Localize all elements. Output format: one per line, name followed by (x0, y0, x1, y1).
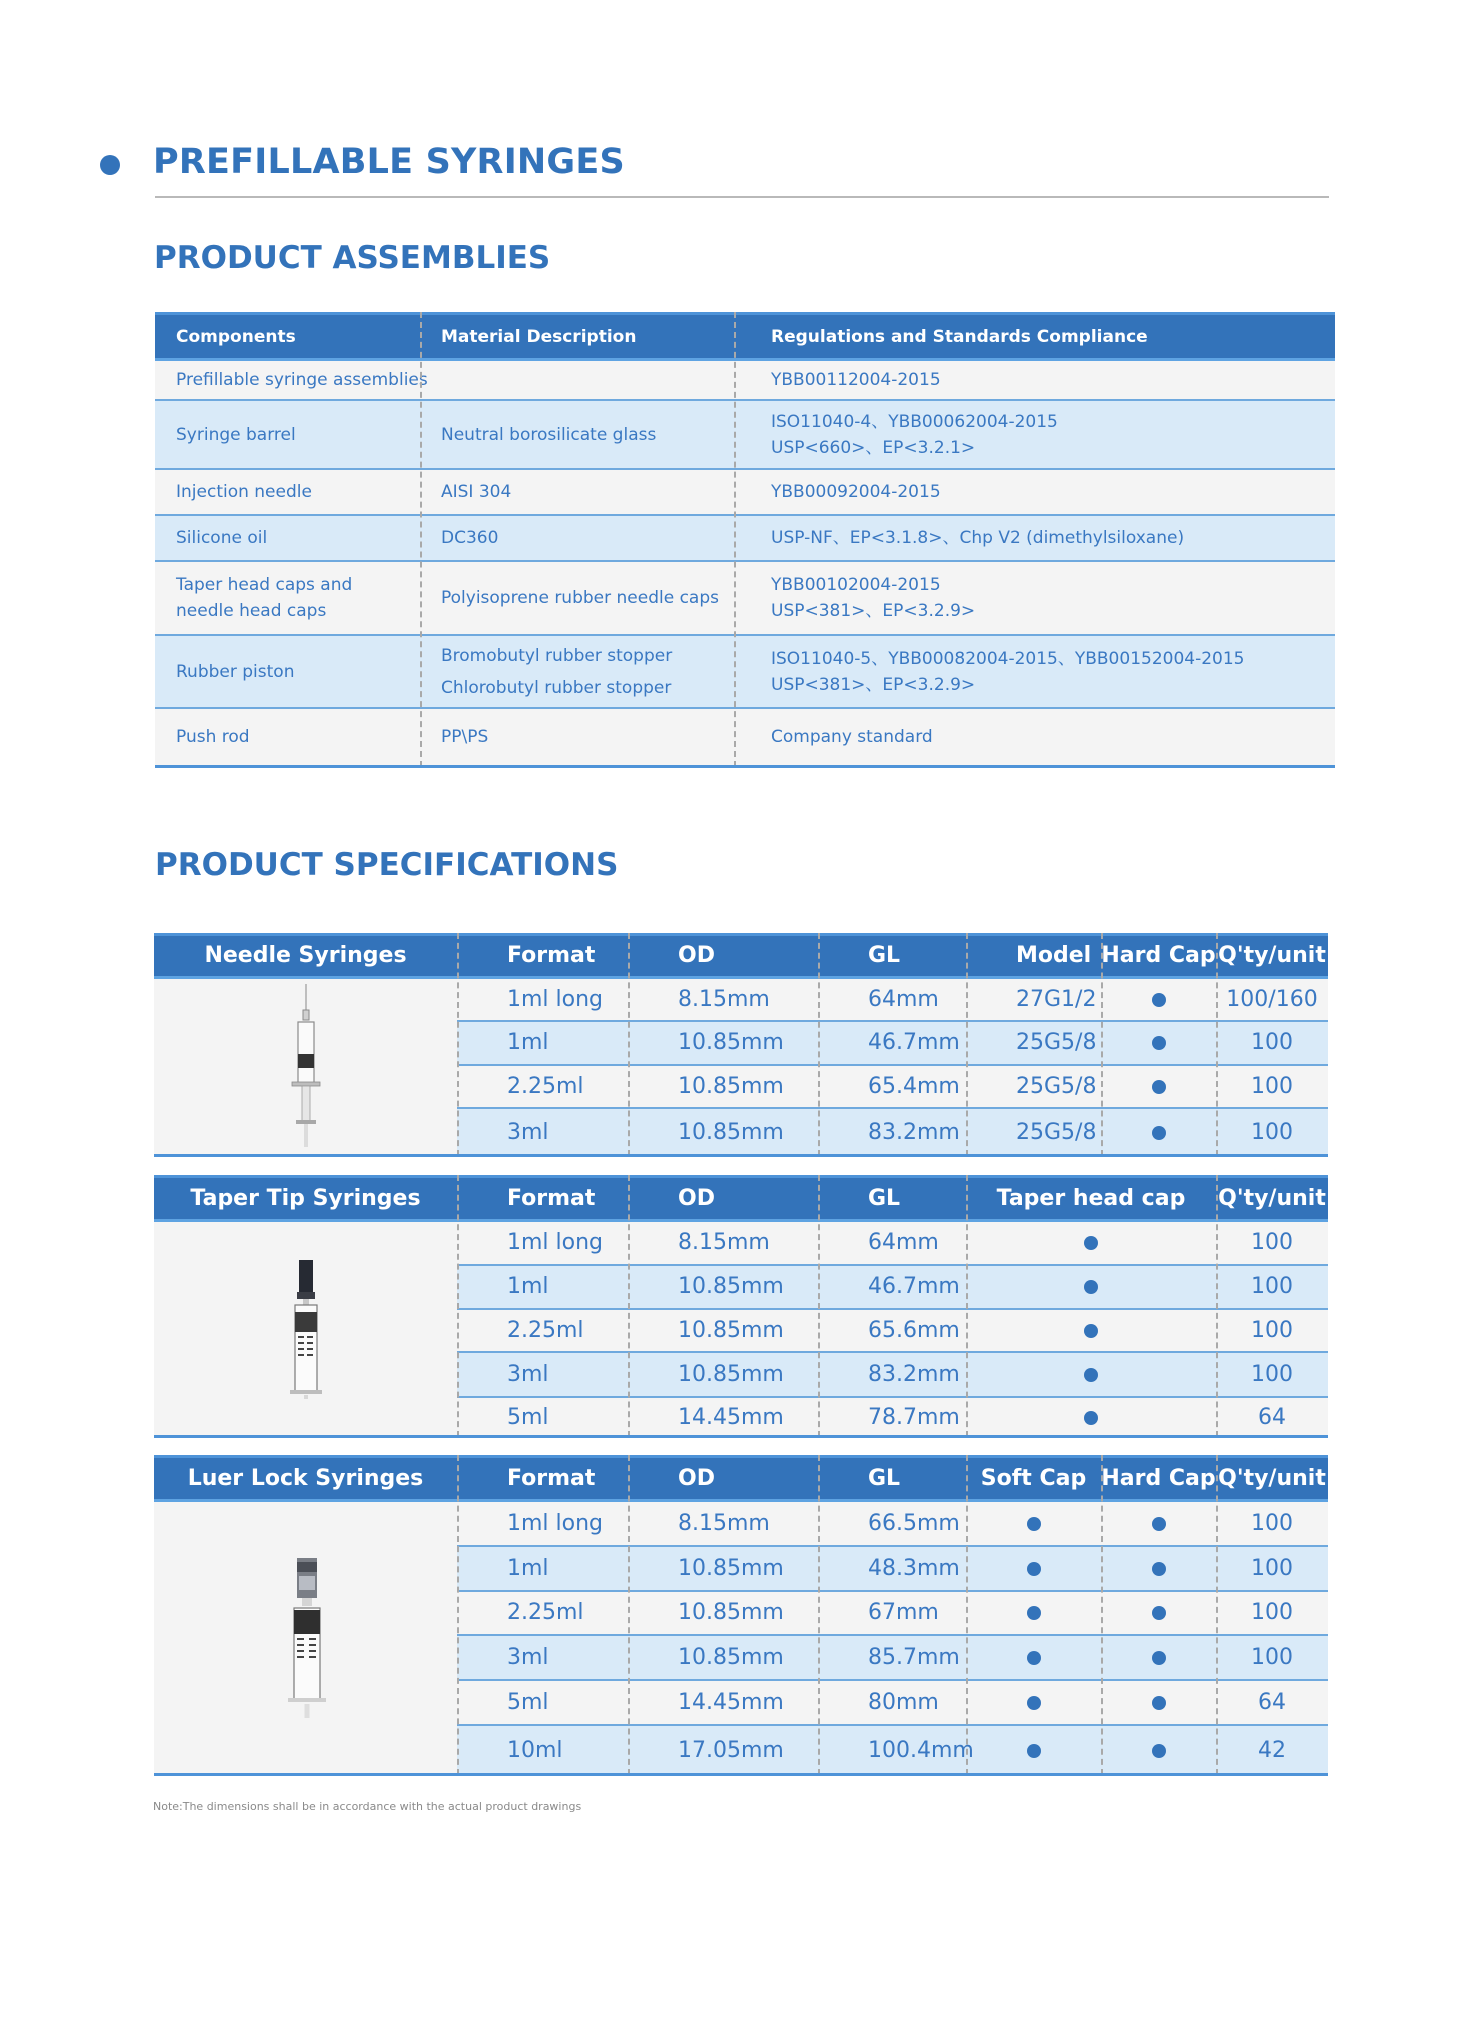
column-divider (818, 1175, 820, 1437)
assemblies-row (155, 401, 1335, 470)
spec-cell: 1ml (507, 1555, 549, 1581)
spec-cell: 10.85mm (678, 1274, 784, 1299)
assemblies-row (155, 470, 1335, 516)
spec-cell: 80mm (868, 1689, 939, 1715)
spec-row (457, 1592, 1328, 1636)
assemblies-cell-standard: ISO11040-4、YBB00062004-2015 (771, 411, 1058, 432)
spec-column-header: Taper head cap (996, 1185, 1186, 1211)
spec-cell: 10ml (507, 1737, 563, 1763)
included-mark-icon (1152, 1080, 1166, 1094)
column-divider (628, 1455, 630, 1775)
spec-table-title: Luer Lock Syringes (187, 1465, 424, 1491)
spec-column-header: OD (678, 1185, 715, 1211)
spec-cell: 100 (1251, 1073, 1293, 1099)
included-mark-icon (1152, 1517, 1166, 1531)
spec-column-header: OD (678, 943, 715, 968)
assemblies-cell-standard: YBB00112004-2015 (771, 370, 941, 390)
spec-row (457, 1681, 1328, 1726)
spec-cell: 10.85mm (678, 1317, 784, 1343)
assemblies-cell-component: Syringe barrel (176, 424, 296, 445)
spec-row (457, 979, 1328, 1022)
spec-cell: 100 (1251, 1317, 1293, 1343)
spec-column-header: Q'ty/unit (1218, 943, 1326, 968)
spec-cell: 10.85mm (678, 1361, 784, 1387)
spec-cell: 5ml (507, 1404, 549, 1430)
assemblies-heading: PRODUCT ASSEMBLIES (154, 240, 551, 276)
assemblies-column-header: Components (176, 327, 296, 347)
spec-row (457, 1109, 1328, 1156)
assemblies-row (155, 636, 1335, 709)
spec-cell: 100 (1251, 1510, 1293, 1536)
included-mark-icon (1084, 1368, 1098, 1382)
assemblies-cell-standard: YBB00102004-2015 (771, 575, 941, 595)
assemblies-cell-standard: USP<660>、EP<3.2.1> (771, 437, 976, 458)
assemblies-cell-material: Chlorobutyl rubber stopper (441, 677, 672, 698)
spec-cell: 8.15mm (678, 986, 770, 1012)
spec-column-header: Hard Cap (1101, 1465, 1216, 1491)
column-divider (1216, 1455, 1218, 1775)
spec-cell: 1ml long (507, 1510, 604, 1536)
spec-cell: 3ml (507, 1361, 549, 1387)
assemblies-cell-component: Prefillable syringe assemblies (176, 370, 428, 390)
assemblies-cell-standard: USP<381>、EP<3.2.9> (771, 601, 976, 621)
assemblies-cell-component: Push rod (176, 727, 250, 747)
spec-column-header: Soft Cap (980, 1465, 1087, 1491)
spec-cell: 1ml (507, 1030, 549, 1055)
included-mark-icon (1084, 1280, 1098, 1294)
assemblies-column-header: Material Description (441, 327, 637, 347)
assemblies-cell-standard: Company standard (771, 727, 933, 747)
spec-cell: 2.25ml (507, 1600, 584, 1625)
included-mark-icon (1152, 1651, 1166, 1665)
spec-table-bottom-border (154, 1435, 1328, 1438)
spec-cell: 8.15mm (678, 1510, 770, 1536)
spec-cell: 83.2mm (868, 1361, 960, 1387)
spec-cell: 100 (1251, 1274, 1293, 1299)
spec-cell: 3ml (507, 1644, 549, 1670)
spec-cell: 85.7mm (868, 1644, 960, 1670)
spec-row (457, 1502, 1328, 1547)
spec-header-row (154, 1455, 1328, 1502)
spec-cell: 48.3mm (868, 1555, 960, 1581)
spec-header-row (154, 1175, 1328, 1222)
spec-table-title: Needle Syringes (204, 943, 407, 968)
spec-cell: 100 (1251, 1230, 1293, 1255)
assemblies-cell-standard: YBB00092004-2015 (771, 482, 941, 502)
spec-column-header: Q'ty/unit (1218, 1185, 1326, 1211)
page-title: PREFILLABLE SYRINGES (153, 142, 625, 182)
included-mark-icon (1084, 1324, 1098, 1338)
title-divider (155, 196, 1329, 198)
spec-cell: 64 (1258, 1404, 1286, 1430)
included-mark-icon (1152, 1696, 1166, 1710)
assemblies-cell-component: Injection needle (176, 482, 312, 502)
spec-row (457, 1398, 1328, 1437)
column-divider (457, 933, 459, 1156)
column-divider (966, 1455, 968, 1775)
included-mark-icon (1084, 1411, 1098, 1425)
spec-cell: 100 (1251, 1555, 1293, 1581)
column-divider (966, 933, 968, 1156)
spec-row (457, 1222, 1328, 1266)
assemblies-cell-standard: USP<381>、EP<3.2.9> (771, 674, 976, 695)
spec-row (457, 1726, 1328, 1775)
spec-cell: 3ml (507, 1119, 549, 1145)
column-divider (1101, 933, 1103, 1156)
spec-cell: 100 (1251, 1030, 1293, 1055)
assemblies-row (155, 562, 1335, 636)
assemblies-cell-material: DC360 (441, 528, 499, 548)
spec-cell: 65.4mm (868, 1073, 960, 1099)
spec-row (457, 1310, 1328, 1353)
spec-table-bottom-border (154, 1154, 1328, 1157)
included-mark-icon (1152, 1744, 1166, 1758)
needle-syringe-image (276, 982, 336, 1156)
spec-cell: 64mm (868, 986, 939, 1012)
spec-cell: 10.85mm (678, 1600, 784, 1625)
assemblies-cell-material: Polyisoprene rubber needle caps (441, 588, 719, 608)
spec-cell: 25G5/8 (1016, 1073, 1097, 1099)
spec-cell: 100.4mm (868, 1737, 974, 1763)
spec-row (457, 1353, 1328, 1398)
included-mark-icon (1084, 1236, 1098, 1250)
spec-cell: 100 (1251, 1600, 1293, 1625)
assemblies-cell-material: Neutral borosilicate glass (441, 424, 657, 445)
spec-row (457, 1022, 1328, 1066)
footnote: Note:The dimensions shall be in accordance with the actual product drawings (153, 1800, 582, 1813)
spec-column-header: Model (1016, 943, 1092, 968)
spec-column-header: GL (868, 1185, 901, 1211)
spec-cell: 10.85mm (678, 1119, 784, 1145)
spec-cell: 46.7mm (868, 1274, 960, 1299)
included-mark-icon (1152, 1562, 1166, 1576)
luer-lock-syringe-image (276, 1552, 336, 1726)
spec-cell: 64mm (868, 1230, 939, 1255)
spec-cell: 8.15mm (678, 1230, 770, 1255)
spec-cell: 65.6mm (868, 1317, 960, 1343)
column-divider (734, 312, 736, 767)
included-mark-icon (1027, 1744, 1041, 1758)
spec-row (457, 1636, 1328, 1681)
assemblies-row (155, 361, 1335, 401)
assemblies-cell-component: Taper head caps and (176, 575, 353, 595)
spec-cell: 14.45mm (678, 1689, 784, 1715)
spec-cell: 64 (1258, 1689, 1286, 1715)
spec-cell: 1ml long (507, 1230, 604, 1255)
assemblies-cell-standard: USP-NF、EP<3.1.8>、Chp V2 (dimethylsiloxane) (771, 528, 1185, 548)
included-mark-icon (1152, 993, 1166, 1007)
assemblies-cell-standard: ISO11040-5、YBB00082004-2015、YBB00152004-2015 (771, 648, 1245, 669)
column-divider (457, 1455, 459, 1775)
column-divider (818, 933, 820, 1156)
spec-cell: 100 (1251, 1119, 1293, 1145)
spec-header-row (154, 933, 1328, 979)
column-divider (420, 312, 422, 767)
assemblies-row (155, 516, 1335, 562)
spec-row (457, 1266, 1328, 1310)
spec-cell: 2.25ml (507, 1073, 584, 1099)
spec-column-header: GL (868, 943, 901, 968)
spec-cell: 1ml long (507, 986, 604, 1012)
column-divider (818, 1455, 820, 1775)
spec-cell: 14.45mm (678, 1404, 784, 1430)
column-divider (628, 933, 630, 1156)
included-mark-icon (1027, 1606, 1041, 1620)
assemblies-cell-material: PP\PS (441, 727, 489, 747)
column-divider (457, 1175, 459, 1437)
assemblies-cell-component: Silicone oil (176, 528, 268, 548)
spec-cell: 10.85mm (678, 1555, 784, 1581)
spec-column-header: Format (507, 1465, 596, 1491)
assemblies-cell-material: Bromobutyl rubber stopper (441, 645, 673, 666)
column-divider (1216, 933, 1218, 1156)
spec-table-title: Taper Tip Syringes (190, 1185, 421, 1211)
spec-cell: 17.05mm (678, 1737, 784, 1763)
column-divider (1101, 1455, 1103, 1775)
spec-cell: 83.2mm (868, 1119, 960, 1145)
assemblies-header-row (155, 312, 1335, 361)
spec-cell: 10.85mm (678, 1030, 784, 1055)
spec-cell: 10.85mm (678, 1073, 784, 1099)
spec-cell: 78.7mm (868, 1404, 960, 1430)
spec-column-header: GL (868, 1465, 901, 1491)
spec-cell: 10.85mm (678, 1644, 784, 1670)
included-mark-icon (1152, 1036, 1166, 1050)
assemblies-row (155, 709, 1335, 767)
included-mark-icon (1152, 1126, 1166, 1140)
spec-column-header: Format (507, 1185, 596, 1211)
spec-cell: 2.25ml (507, 1317, 584, 1343)
spec-table-bottom-border (154, 1773, 1328, 1776)
spec-cell: 5ml (507, 1689, 549, 1715)
spec-cell: 27G1/2 (1016, 986, 1097, 1012)
assemblies-bottom-border (155, 765, 1335, 768)
assemblies-cell-component: needle head caps (176, 601, 327, 621)
included-mark-icon (1027, 1696, 1041, 1710)
column-divider (966, 1175, 968, 1437)
spec-row (457, 1066, 1328, 1109)
spec-column-header: Q'ty/unit (1218, 1465, 1326, 1491)
spec-cell: 1ml (507, 1274, 549, 1299)
included-mark-icon (1027, 1562, 1041, 1576)
title-bullet-icon (100, 155, 120, 175)
taper-tip-syringe-image (276, 1230, 336, 1404)
spec-column-header: OD (678, 1465, 715, 1491)
column-divider (1216, 1175, 1218, 1437)
included-mark-icon (1152, 1606, 1166, 1620)
spec-column-header: Hard Cap (1101, 943, 1216, 968)
column-divider (628, 1175, 630, 1437)
spec-cell: 46.7mm (868, 1030, 960, 1055)
spec-cell: 25G5/8 (1016, 1030, 1097, 1055)
assemblies-column-header: Regulations and Standards Compliance (771, 327, 1148, 347)
spec-cell: 100 (1251, 1644, 1293, 1670)
assemblies-cell-material: AISI 304 (441, 482, 512, 502)
included-mark-icon (1027, 1651, 1041, 1665)
spec-row (457, 1547, 1328, 1592)
specifications-heading: PRODUCT SPECIFICATIONS (155, 847, 619, 883)
spec-cell: 66.5mm (868, 1510, 960, 1536)
spec-cell: 100 (1251, 1361, 1293, 1387)
spec-column-header: Format (507, 943, 596, 968)
spec-cell: 25G5/8 (1016, 1119, 1097, 1145)
spec-cell: 42 (1258, 1737, 1286, 1763)
assemblies-cell-component: Rubber piston (176, 661, 295, 682)
spec-cell: 100/160 (1226, 986, 1318, 1012)
spec-cell: 67mm (868, 1600, 939, 1625)
included-mark-icon (1027, 1517, 1041, 1531)
